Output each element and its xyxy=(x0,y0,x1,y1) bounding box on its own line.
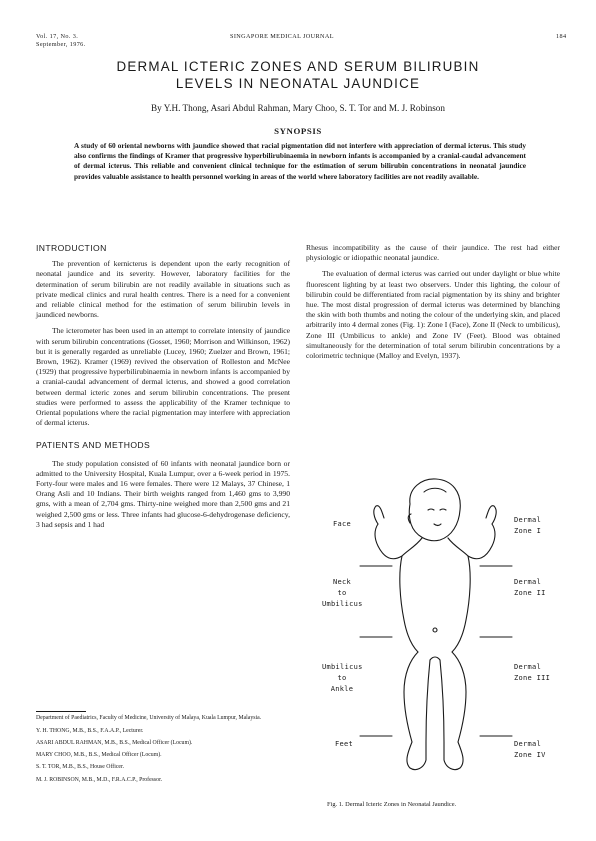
label-neck-line-3: Umbilicus xyxy=(322,600,363,608)
label-umbilicus-line-1: Umbilicus xyxy=(322,663,363,671)
methods-heading: PATIENTS AND METHODS xyxy=(36,440,151,451)
crotch-line xyxy=(430,657,440,660)
torso-left-edge xyxy=(400,538,422,652)
label-umbilicus-line-2: to xyxy=(337,674,347,682)
baby-left-eye xyxy=(428,509,434,510)
right-arm xyxy=(468,524,495,559)
right-leg-inner xyxy=(440,660,444,742)
right-paragraph-1: Rhesus incompatibility as the cause of their jaundice. The rest had either physiologic or idiopathic neonatal jaundice. xyxy=(306,243,560,263)
article-title xyxy=(0,58,596,92)
affiliation-4: S. T. TOR, M.B., B.S., House Officer. xyxy=(36,764,125,771)
umbilicus-mark xyxy=(433,628,437,632)
label-zone-4-line-1: Dermal xyxy=(514,740,542,748)
intro-paragraph-2: The icterometer has been used in an attempt to correlate intensity of jaundice with serum bilirubin concentrations (Gosset, 1960; Morrison and Wilkinson, 1962) but it is generally regarded as unreliable (Lucey, 1960; Zuelzer and Brown, 1961; Brown, 1962). Kramer (1969) revived the observation of Rolleston and McNee (1929) that progressive hyperbilirubinaemia in newborn infants is accompanied by a cranial-caudal advancement of dermal icterus, and showed a good correlation between dermal icteric zones and serum bilirubin concentrations. The present studies were performed to assess the applicability of the Kramer technique to Oriental populations where the racial pigmentation may interfere with appreciation of dermal icterus. xyxy=(36,326,290,428)
author-line: By Y.H. Thong, Asari Abdul Rahman, Mary Choo, S. T. Tor and M. J. Robinson xyxy=(151,103,445,113)
intro-paragraph-1: The prevention of kernicterus is dependent upon the early recognition of neonatal jaundice and its severity. However, laboratory facilities for the determination of serum bilirubin are not readily available in situations such as private medical clinics and rural health centres. There is a need for a convenient and reliable clinical method for the estimation of serum bilirubin levels in jaundiced newborns. xyxy=(36,259,290,320)
department-note: Department of Paediatrics, Faculty of Medicine, University of Malaya, Kuala Lumpur, Malaysia. xyxy=(36,715,262,721)
label-zone-2-line-2: Zone II xyxy=(514,589,546,597)
right-hand xyxy=(486,506,496,524)
affiliation-5: M. J. ROBINSON, M.B., M.D., F.R.A.C.P., Professor. xyxy=(36,776,163,783)
running-header-left xyxy=(36,33,86,49)
figure-caption: Fig. 1. Dermal Icteric Zones in Neonatal Jaundice. xyxy=(327,801,457,808)
label-zone-2-line-1: Dermal xyxy=(514,578,542,586)
label-face: Face xyxy=(333,520,352,528)
label-neck-to-umbilicus xyxy=(322,577,362,610)
right-column xyxy=(306,243,560,361)
torso-right-edge xyxy=(448,538,470,652)
label-zone-3-line-1: Dermal xyxy=(514,663,542,671)
left-foot xyxy=(407,742,426,770)
right-paragraph-2: The evaluation of dermal icterus was carried out under daylight or blue white fluorescent lighting by at least two observers. Under this lighting, the colour of bilirubin could be differentiated from racial pigmentation by its shiny and brighter hue. The most distal progression of dermal icterus was determined by blanching the skin with both thumbs and noting the colour of the underlying skin, and placed arbitrarily into 4 dermal zones (Fig. 1): Zone I (Face), Zone II (Neck to umbilicus), Zone III (Umbilicus to ankle) and Zone IV (Feet). Blood was obtained simultaneously for the determination of total serum bilirubin concentrations by a colorimetric technique (Malloy and Evelyn, 1937). xyxy=(306,269,560,361)
left-leg-outer xyxy=(404,652,418,742)
right-foot xyxy=(444,742,463,770)
issue-date: September, 1976. xyxy=(36,41,86,48)
label-dermal-zone-2 xyxy=(514,577,546,599)
baby-mouth xyxy=(434,524,441,526)
title-line-2: LEVELS IN NEONATAL JAUNDICE xyxy=(175,76,421,91)
label-dermal-zone-1 xyxy=(514,515,541,537)
affiliation-1: Y. H. THONG, M.B., B.S., F.A.A.P., Lecturer. xyxy=(36,727,144,734)
affiliation-2: ASARI ABDUL RAHMAN, M.B., B.S., Medical Officer (Locum). xyxy=(36,740,193,746)
right-leg-outer xyxy=(452,652,466,742)
label-zone-1-line-1: Dermal xyxy=(514,516,542,524)
label-neck-line-2: to xyxy=(337,589,347,597)
label-feet: Feet xyxy=(335,740,354,748)
label-zone-1-line-2: Zone I xyxy=(514,527,542,535)
label-zone-4-line-2: Zone IV xyxy=(514,751,546,759)
label-umbilicus-to-ankle xyxy=(322,662,362,695)
label-umbilicus-line-3: Ankle xyxy=(330,685,354,693)
left-hand xyxy=(374,506,384,524)
affiliation-3: MARY CHOO, M.B., B.S., Medical Officer (Locum). xyxy=(36,752,162,759)
left-leg-inner xyxy=(426,660,430,742)
label-dermal-zone-4 xyxy=(514,739,546,761)
label-neck-line-1: Neck xyxy=(332,578,352,586)
label-dermal-zone-3 xyxy=(514,662,550,684)
label-zone-3-line-2: Zone III xyxy=(514,674,551,682)
synopsis-heading: SYNOPSIS xyxy=(274,126,322,136)
baby-right-eye xyxy=(440,509,446,510)
journal-name: SINGAPORE MEDICAL JOURNAL xyxy=(230,33,334,40)
author-affiliations xyxy=(36,715,290,786)
synopsis-text: A study of 60 oriental newborns with jaundice showed that racial pigmentation did not interfere with appreciation of dermal icterus. This study also confirms the findings of Kramer that progressive hyperbilirubinaemia in newborn infants is accompanied by a cranial-caudal advancement of dermal icterus. This reliable and convenient clinical technique for the estimation of serum bilirubin concentrations in neonatal jaundice provides valuable assistance to health personnel working in areas of the world where laboratory facilities are not readily available. xyxy=(74,141,526,181)
page-number: 184 xyxy=(556,33,567,40)
title-line-1: DERMAL ICTERIC ZONES AND SERUM BILIRUBIN xyxy=(116,59,480,74)
introduction-heading: INTRODUCTION xyxy=(36,243,107,253)
volume-label: Vol. 17, No. 3. xyxy=(36,33,79,40)
methods-paragraph-1: The study population consisted of 60 infants with neonatal jaundice born or admitted to the University Hospital, Kuala Lumpur, over a 6-week period in 1975. Forty-four were males and 16 were females. There were 12 Malays, 37 Chinese, 1 Orang Asli and 10 Indians. Their birth weights ranged from 1,460 gms to 3,990 gms, with a mean of 2,704 gms. Thirty-nine weighed more than 2,500 gms and 21 weighed 2,500 gms or less. Three infants had glucose-6-dehydrogenase deficiency, 3 had sepsis and 1 had xyxy=(36,458,290,529)
left-column xyxy=(36,243,290,530)
footnote-rule xyxy=(36,711,86,712)
baby-hair-line xyxy=(424,488,446,492)
left-arm xyxy=(375,524,402,559)
